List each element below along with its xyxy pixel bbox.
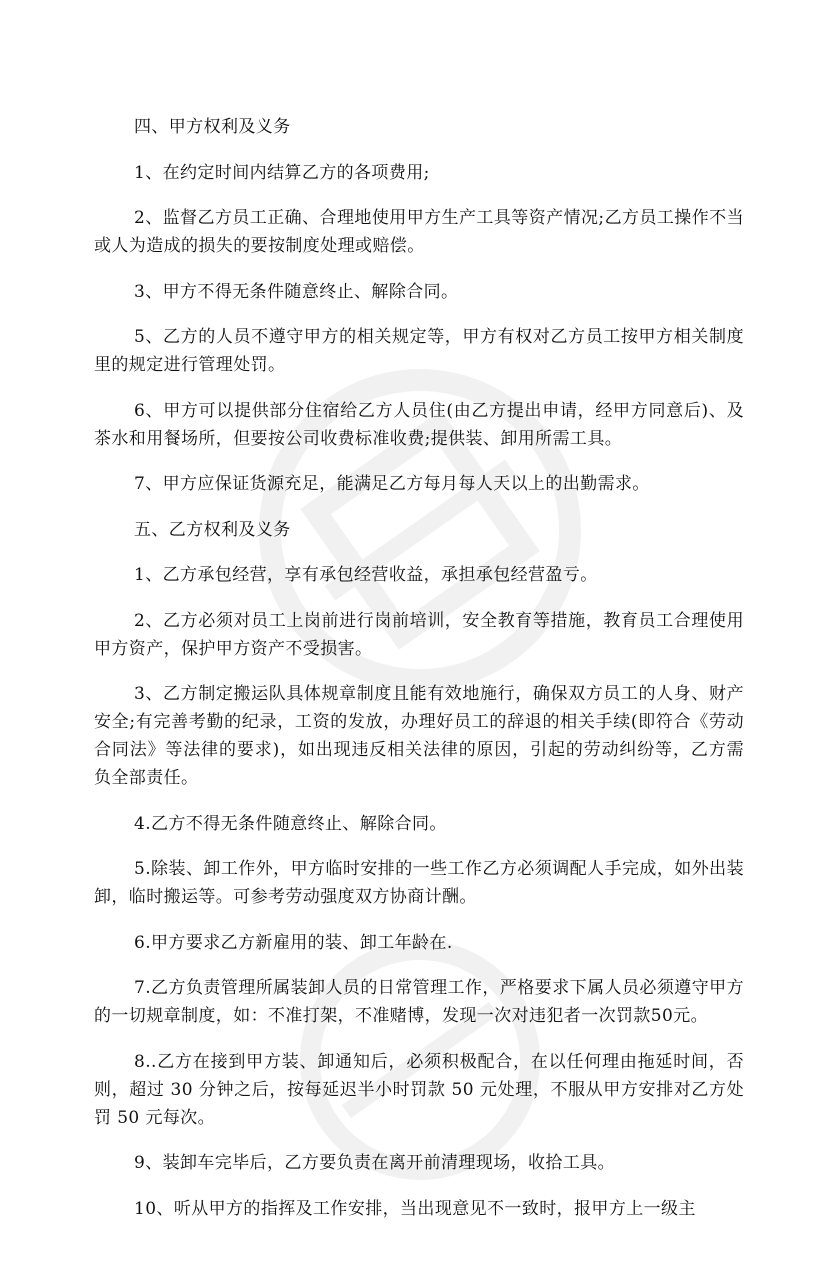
paragraph: 6.甲方要求乙方新雇用的装、卸工年龄在. [134,932,453,953]
section-heading-party-a: 四、甲方权利及义务 [134,117,291,137]
section-heading-party-b: 五、乙方权利及义务 [134,519,291,540]
paragraph: 7.乙方负责管理所属装卸人员的日常管理工作，严格要求下属人员必须遵守甲方的一切规章制度，如：不准打架，不准赌博，发现一次对违犯者一次罚款50元。 [94,978,744,1026]
paragraph: 7、甲方应保证货源充足，能满足乙方每月每人天以上的出勤需求。 [134,474,650,494]
paragraph: 6、甲方可以提供部分住宿给乙方人员住(由乙方提出申请，经甲方同意后)、及茶水和用餐场所，但要按公司收费标准收费;提供装、卸用所需工具。 [94,400,744,449]
paragraph: 9、装卸车完毕后，乙方要负责在离开前清理现场，收拾工具。 [134,1153,616,1173]
paragraph: 5、乙方的人员不遵守甲方的相关规定等，甲方有权对乙方员工按甲方相关制度里的规定进行管理处罚。 [94,327,744,375]
paragraph: 8..乙方在接到甲方装、卸通知后，必须积极配合，在以任何理由拖延时间，否则，超过 30 分钟之后，按每延迟半小时罚款 50 元处理，不服从甲方安排对乙方处罚 50 元每次。 [94,1051,744,1128]
paragraph: 2、乙方必须对员工上岗前进行岗前培训，安全教育等措施，教育员工合理使用甲方资产，保护甲方资产不受损害。 [94,610,744,659]
paragraph: 1、乙方承包经营，享有承包经营收益，承担承包经营盈亏。 [134,565,598,585]
paragraph: 10、听从甲方的指挥及工作安排，当出现意见不一致时，报甲方上一级主 [134,1198,696,1219]
paragraph: 1、在约定时间内结算乙方的各项费用; [134,162,430,183]
paragraph: 5.除装、卸工作外，甲方临时安排的一些工作乙方必须调配人手完成，如外出装卸，临时搬运等。可参考劳动强度双方协商计酬。 [94,859,744,907]
paragraph: 2、监督乙方员工正确、合理地使用甲方生产工具等资产情况;乙方员工操作不当或人为造成的损失的要按制度处理或赔偿。 [94,208,744,256]
paragraph: 4.乙方不得无条件随意终止、解除合同。 [134,813,447,834]
document-body [94,113,744,1240]
paragraph: 3、乙方制定搬运队具体规章制度且能有效地施行，确保双方员工的人身、财产安全;有完善考勤的纪录，工资的发放，办理好员工的辞退的相关手续(即符合《劳动合同法》等法律的要求)，如出现违反相关法律的原因，引起的劳动纠纷等，乙方需负全部责任。 [94,684,744,788]
paragraph: 3、甲方不得无条件随意终止、解除合同。 [134,281,459,302]
